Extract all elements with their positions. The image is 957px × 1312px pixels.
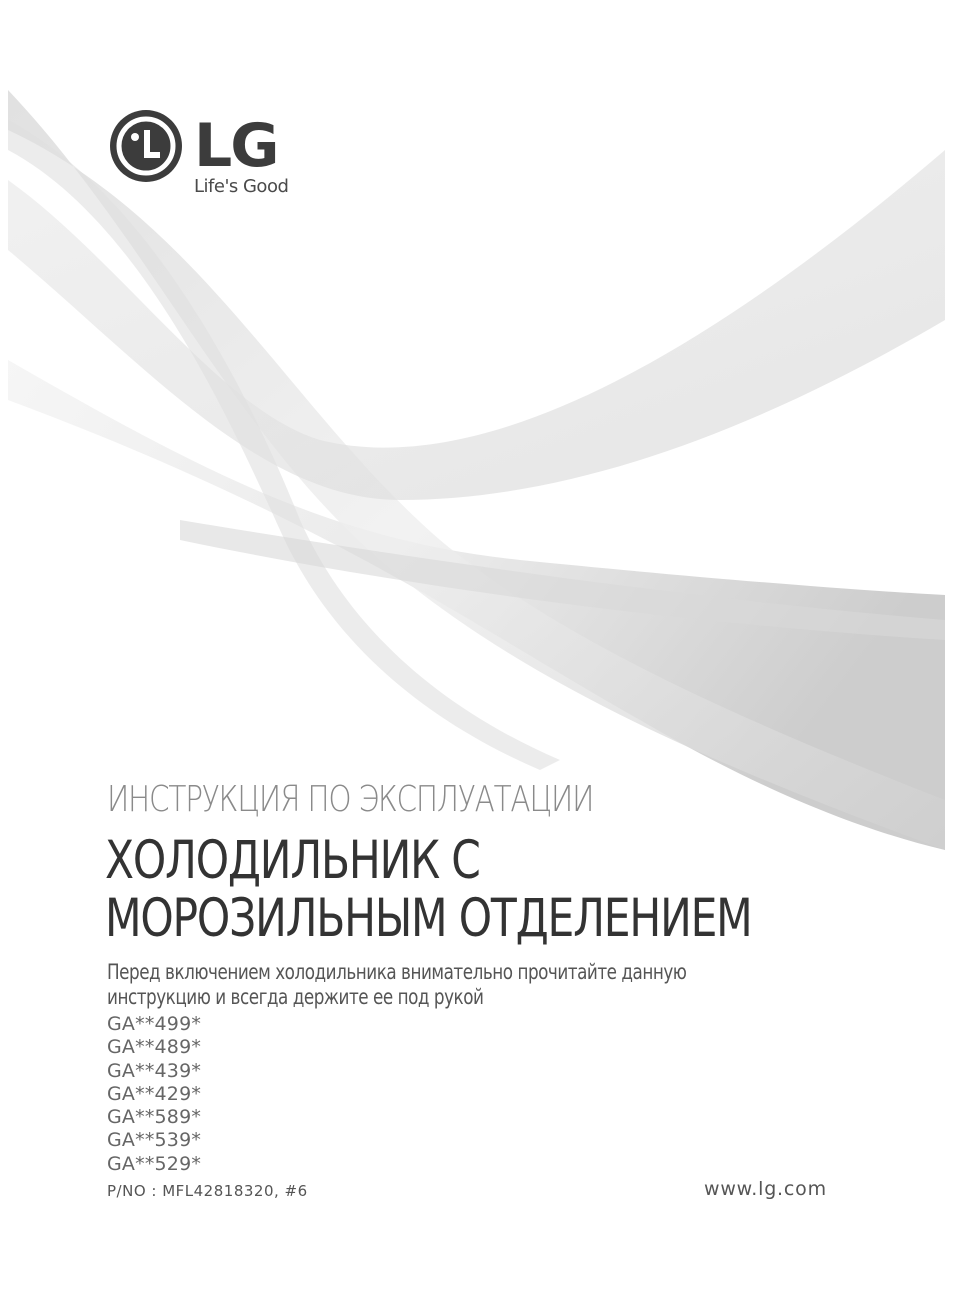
reading-notice-line-1: Перед включением холодильника внимательно прочитайте данную xyxy=(107,960,687,984)
product-title-line-1: ХОЛОДИЛЬНИК С xyxy=(105,830,480,891)
website-url: www.lg.com xyxy=(704,1178,827,1200)
model-item: GA**589* xyxy=(107,1106,202,1129)
logo-slogan: Life's Good xyxy=(194,176,289,197)
logo-wordmark: LG xyxy=(194,111,278,181)
manual-type-heading: ИНСТРУКЦИЯ ПО ЭКСПЛУАТАЦИИ xyxy=(107,779,594,820)
lg-logo xyxy=(108,108,308,208)
model-item: GA**439* xyxy=(107,1059,202,1082)
lg-face-icon xyxy=(108,108,184,184)
model-item: GA**529* xyxy=(107,1152,202,1175)
model-item: GA**489* xyxy=(107,1036,202,1059)
model-item: GA**499* xyxy=(107,1013,202,1035)
model-item: GA**429* xyxy=(107,1082,202,1105)
reading-notice-line-2: инструкцию и всегда держите ее под рукой xyxy=(107,985,484,1009)
model-item: GA**539* xyxy=(107,1129,202,1152)
part-number: P/NO : MFL42818320, #6 xyxy=(107,1182,308,1200)
product-title-line-2: МОРОЗИЛЬНЫМ ОТДЕЛЕНИЕМ xyxy=(105,888,752,949)
model-list xyxy=(107,1013,201,1176)
product-title xyxy=(105,832,752,948)
reading-notice xyxy=(107,960,686,1010)
